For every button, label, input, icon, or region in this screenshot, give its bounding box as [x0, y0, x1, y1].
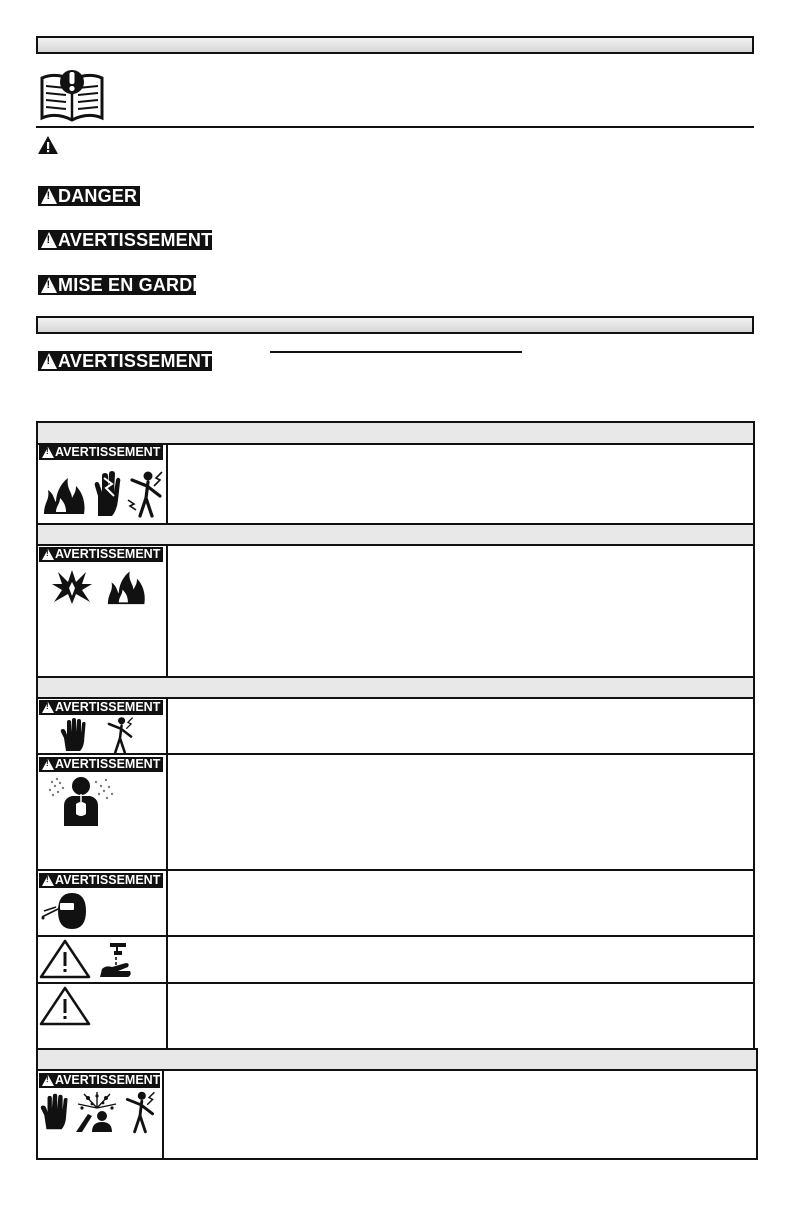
respiratory-hazard-icon — [46, 774, 118, 826]
table-section-header — [38, 423, 753, 443]
shock-person-icon — [122, 1090, 158, 1134]
divider-rule — [36, 126, 754, 128]
mise-en-garde-badge: ! MISE EN GARDE — [38, 275, 196, 295]
wash-hands-icon — [96, 941, 136, 979]
table-section-header — [38, 678, 753, 697]
warning-triangle-icon — [39, 986, 91, 1026]
table-section-header — [38, 525, 753, 544]
avertissement-badge: ! AVERTISSEMENT — [39, 1073, 160, 1088]
shock-person-icon — [104, 716, 136, 754]
badge-alert-icon — [41, 277, 57, 293]
avertissement-badge: ! AVERTISSEMENT — [39, 547, 163, 562]
badge-alert-icon — [42, 447, 54, 458]
badge-alert-icon — [42, 702, 54, 713]
read-manual-icon — [38, 66, 106, 124]
section-header-bar-2 — [36, 316, 754, 334]
warning-triangle-icon — [39, 939, 91, 979]
warning-triangle-icon — [37, 135, 59, 155]
badge-alert-icon — [42, 1075, 54, 1086]
badge-alert-icon — [42, 759, 54, 770]
explosion-icon — [52, 568, 92, 604]
badge-alert-icon — [42, 549, 54, 560]
shock-person-icon — [126, 470, 166, 518]
fire-icon — [42, 472, 88, 516]
avertissement-badge: ! AVERTISSEMENT — [38, 230, 212, 250]
badge-alert-icon — [42, 875, 54, 886]
table-section-header — [38, 1050, 756, 1069]
badge-alert-icon — [41, 232, 57, 248]
avertissement-badge: ! AVERTISSEMENT — [39, 445, 163, 460]
avertissement-badge: ! AVERTISSEMENT — [39, 873, 163, 888]
section-header-bar-1 — [36, 36, 754, 54]
stop-hand-icon — [40, 1092, 68, 1132]
electric-shock-hand-icon — [90, 470, 124, 518]
danger-badge: ! DANGER — [38, 186, 140, 206]
underline-rule — [270, 351, 522, 353]
avertissement-badge: ! AVERTISSEMENT — [39, 700, 163, 715]
stop-hand-icon — [60, 718, 86, 752]
avertissement-badge: ! AVERTISSEMENT — [39, 757, 163, 772]
badge-alert-icon — [41, 188, 57, 204]
eye-protection-icon — [40, 891, 86, 931]
flying-debris-icon — [74, 1090, 120, 1132]
avertissement-badge: ! AVERTISSEMENT — [38, 351, 212, 371]
fire-icon — [106, 566, 148, 606]
badge-alert-icon — [41, 353, 57, 369]
